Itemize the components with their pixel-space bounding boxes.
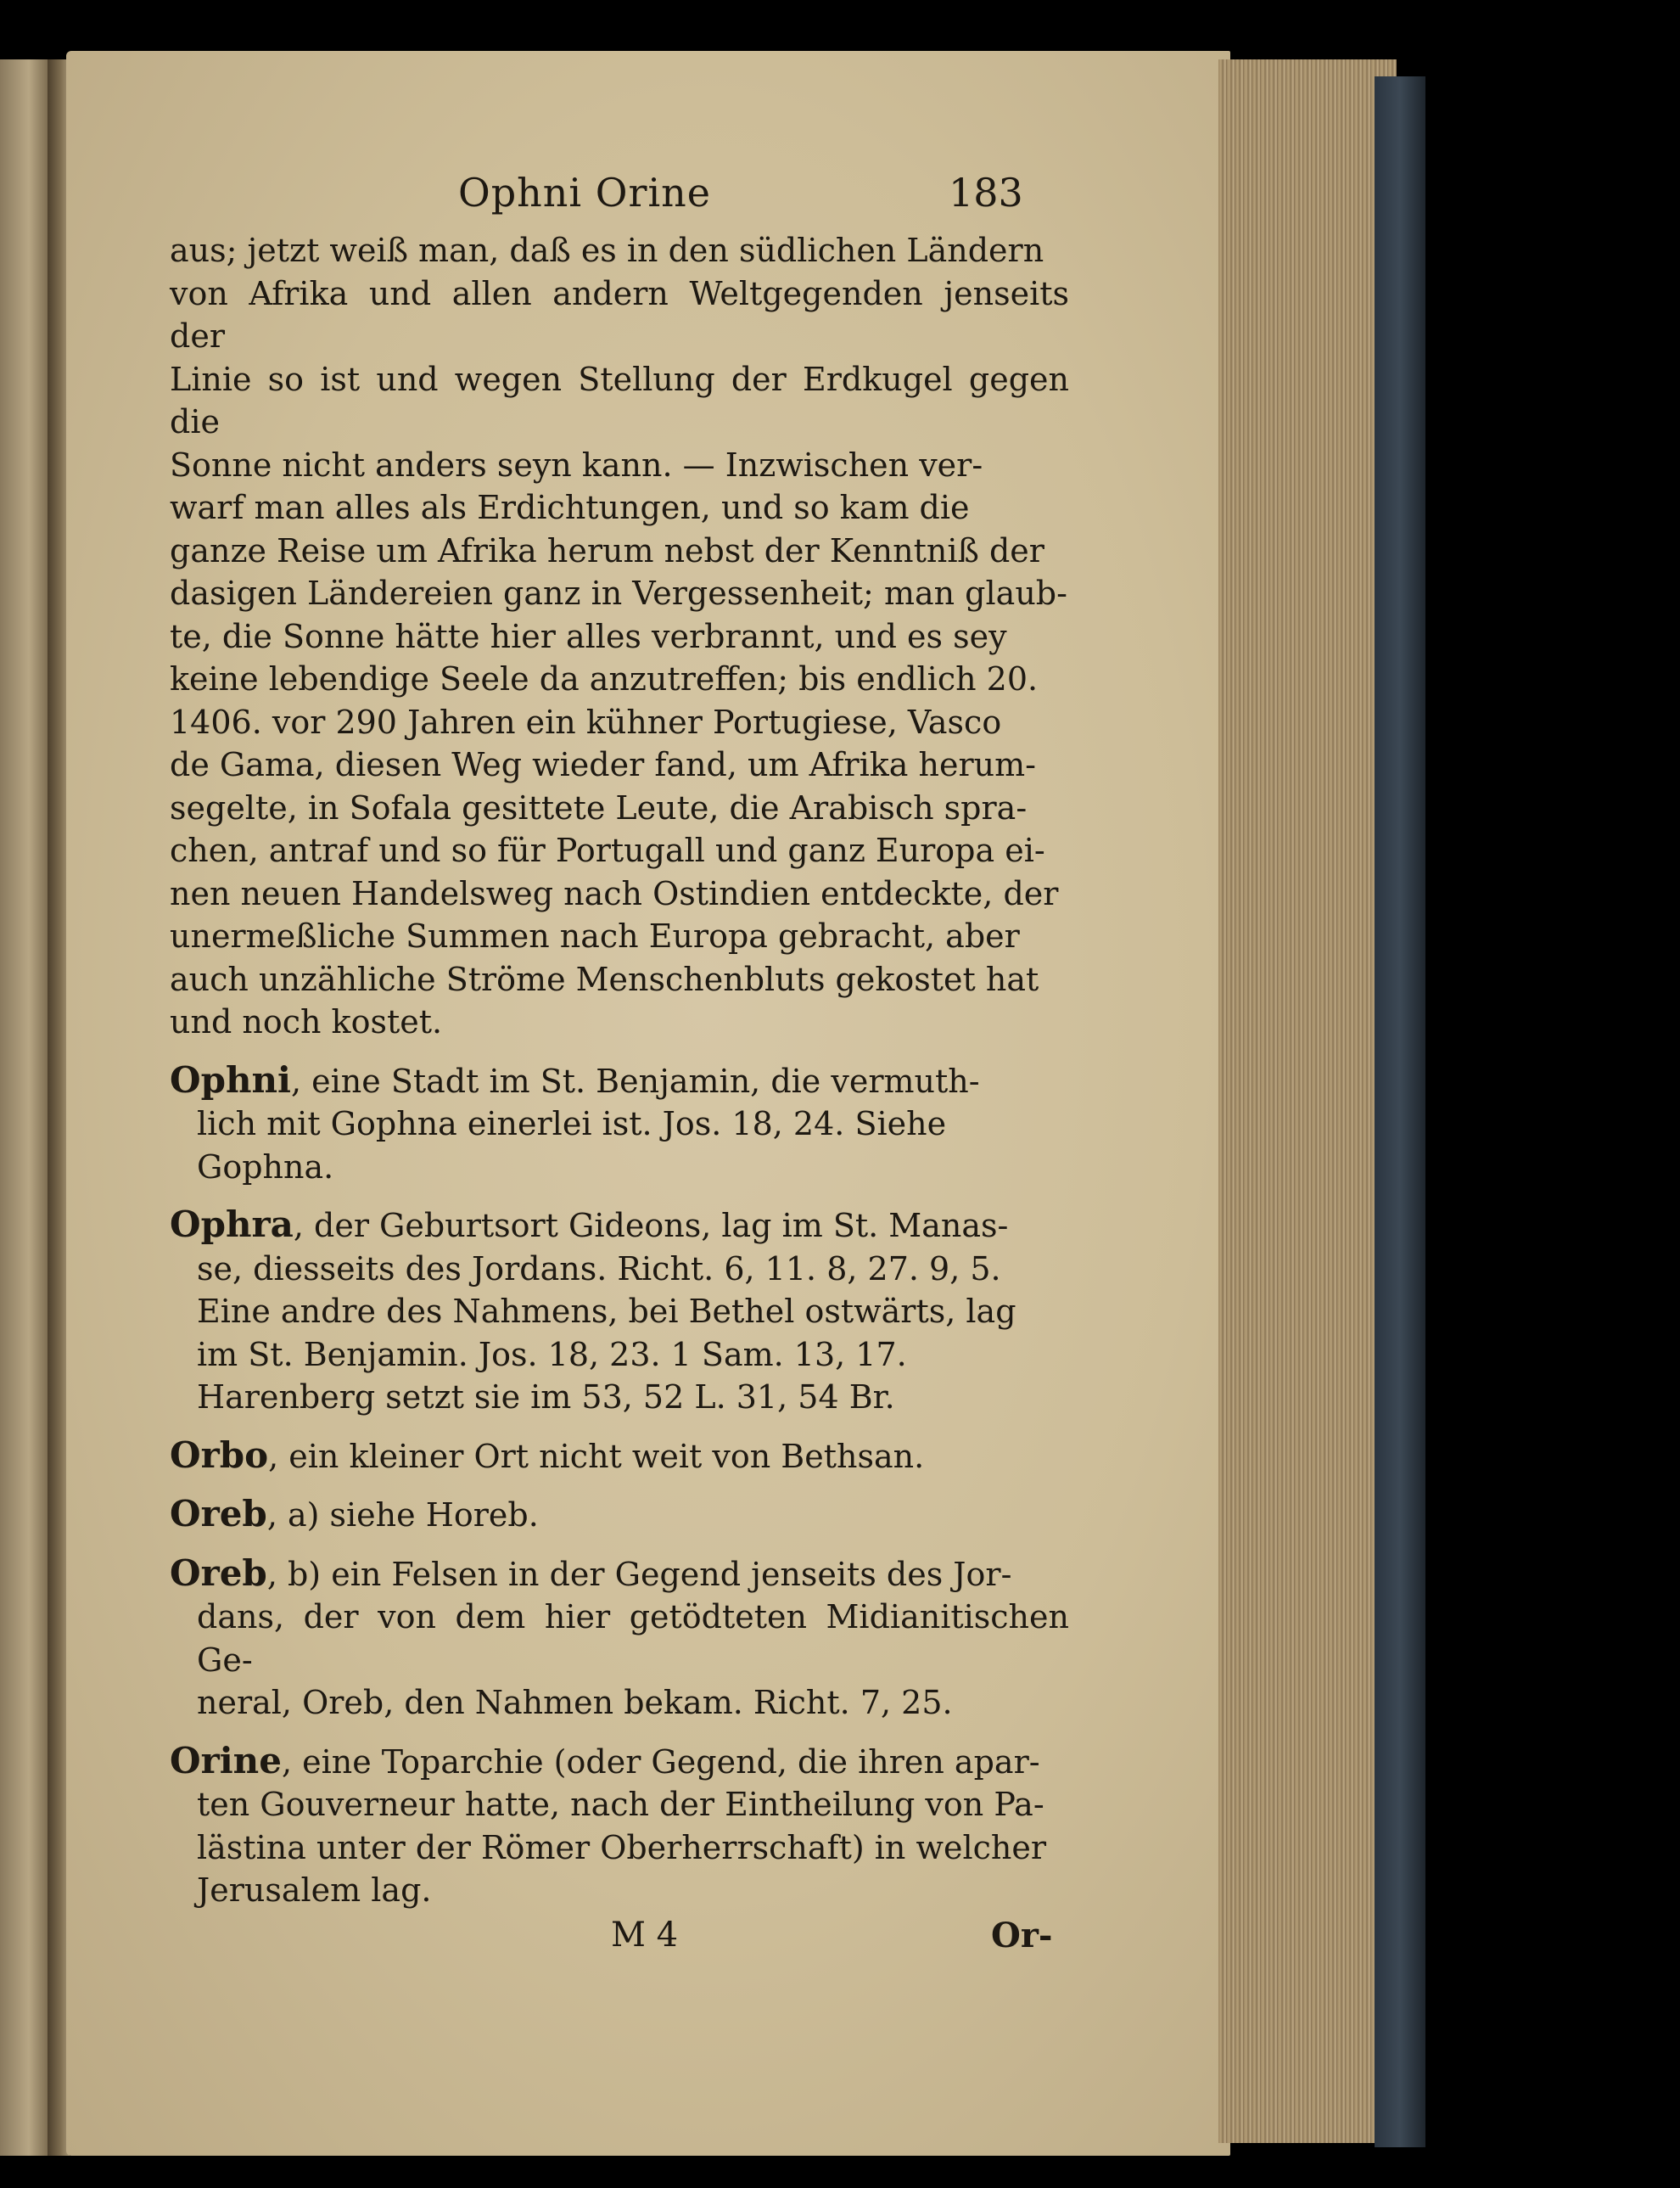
dictionary-entries [170, 1059, 1069, 1912]
text-line: aus; jetzt weiß man, daß es in den südlichen Ländern [170, 232, 1044, 269]
page-footer [170, 1916, 1069, 1966]
text-line: chen, antraf und so für Portugall und ganz Europa ei- [170, 832, 1045, 869]
text-line: te, die Sonne hätte hier alles verbrannt, und es sey [170, 617, 1007, 655]
text-line: von Afrika und allen andern Weltgegenden jenseits der [170, 274, 1069, 355]
dictionary-entry [170, 1059, 1069, 1189]
page-number: 183 [949, 170, 1023, 216]
entry-headword: Orbo [170, 1433, 269, 1476]
text-line: neral, Oreb, den Nahmen bekam. Richt. 7, 25. [197, 1684, 953, 1721]
text-line: Gophna. [197, 1147, 334, 1186]
text-line: nen neuen Handelsweg nach Ostindien entdeckte, der [170, 874, 1059, 912]
text-line: , b) ein Felsen in der Gegend jenseits des Jor- [266, 1555, 1012, 1593]
text-line: unermeßliche Summen nach Europa gebracht, aber [170, 917, 1020, 955]
dictionary-entry [170, 1434, 1069, 1478]
text-line: und noch kostet. [170, 1003, 443, 1041]
entry-headword: Ophni [170, 1058, 291, 1101]
text-line: , eine Stadt im St. Benjamin, die vermuth- [290, 1062, 980, 1100]
text-line: Eine andre des Nahmens, bei Bethel ostwärts, lag [197, 1293, 1016, 1330]
entry-headword: Oreb [170, 1551, 267, 1594]
text-line: segelte, in Sofala gesittete Leute, die Arabisch spra- [170, 788, 1028, 827]
text-line: se, diesseits des Jordans. Richt. 6, 11. 8, 27. 9, 5. [197, 1249, 1001, 1288]
text-line: ten Gouverneur hatte, nach der Eintheilung von Pa- [197, 1786, 1044, 1823]
catchword: Or- [991, 1915, 1053, 1955]
text-line: auch unzähliche Ströme Menschenbluts gekostet hat [170, 960, 1039, 998]
continuation-paragraph [170, 229, 1069, 1044]
book-cover-edge [1375, 76, 1425, 2147]
text-line: , der Geburtsort Gideons, lag im St. Manas- [293, 1207, 1009, 1244]
page-content [170, 170, 1069, 1966]
text-line: dans, der von dem hier getödteten Midianitischen Ge- [197, 1598, 1069, 1679]
text-line: , a) siehe Horeb. [266, 1496, 539, 1534]
text-line: de Gama, diesen Weg wieder fand, um Afrika herum- [170, 746, 1036, 783]
text-line: , eine Toparchie (oder Gegend, die ihren apar- [281, 1742, 1040, 1781]
text-line: Linie so ist und wegen Stellung der Erdkugel gegen die [170, 360, 1069, 440]
dictionary-entry [170, 1203, 1069, 1419]
text-line: 1406. vor 290 Jahren ein kühner Portugiese, Vasco [170, 703, 1002, 741]
text-line: Harenberg setzt sie im 53, 52 L. 31, 54 Br. [197, 1378, 895, 1416]
text-line: warf man alles als Erdichtungen, und so kam die [170, 489, 970, 526]
text-line: lich mit Gophna einerlei ist. Jos. 18, 24. Siehe [197, 1105, 947, 1142]
running-head: Ophni Orine [458, 170, 712, 216]
text-line: , ein kleiner Ort nicht weit von Bethsan. [268, 1437, 925, 1475]
dictionary-entry [170, 1740, 1069, 1912]
text-line: dasigen Ländereien ganz in Vergessenheit; man glaub- [170, 575, 1067, 612]
text-line: ganze Reise um Afrika herum nebst der Kenntniß der [170, 531, 1044, 569]
previous-page-edge [0, 59, 53, 2156]
page-edges [1218, 59, 1397, 2143]
signature-mark: M 4 [611, 1915, 679, 1955]
entry-headword: Orine [170, 1739, 282, 1781]
text-line: im St. Benjamin. Jos. 18, 23. 1 Sam. 13, 17. [197, 1335, 907, 1373]
dictionary-entry [170, 1493, 1069, 1537]
text-line: Sonne nicht anders seyn kann. — Inzwischen ver- [170, 446, 983, 484]
text-line: Jerusalem lag. [197, 1871, 432, 1909]
dictionary-entry [170, 1552, 1069, 1725]
page-header [170, 170, 1069, 229]
entry-headword: Ophra [170, 1203, 294, 1245]
entry-headword: Oreb [170, 1493, 267, 1534]
text-line: keine lebendige Seele da anzutreffen; bis endlich 20. [170, 660, 1039, 698]
text-line: lästina unter der Römer Oberherrschaft) in welcher [197, 1828, 1047, 1866]
